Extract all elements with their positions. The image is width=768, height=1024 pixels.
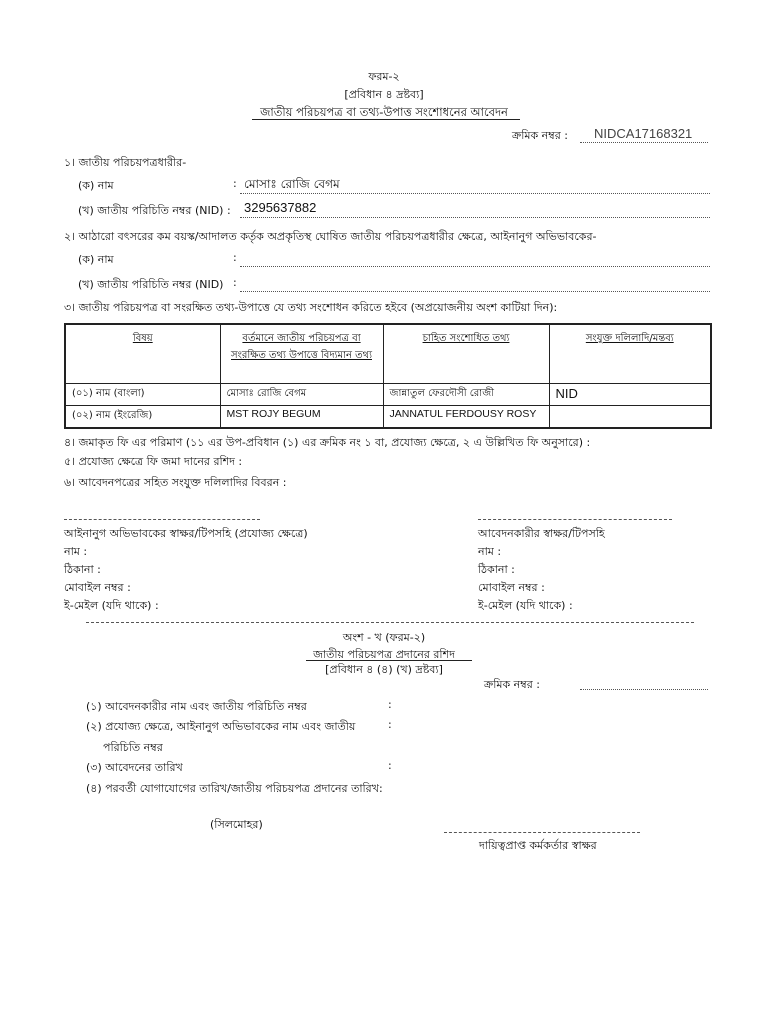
cell-documents[interactable]: NID — [549, 384, 711, 406]
applicant-email-entry: ই-মেইল (যদি থাকে) : — [478, 599, 573, 612]
guardian-name-label: (ক) নাম — [78, 253, 114, 266]
receipt-item-guardian-cont: পরিচিতি নম্বর — [103, 741, 163, 754]
cell-subject: (০২) নাম (ইংরেজি) — [65, 406, 220, 429]
guardian-name-entry: নাম : — [64, 545, 88, 558]
receipt-item-application-date-colon: : — [388, 759, 392, 772]
serial-label: ক্রমিক নম্বর : — [512, 129, 568, 142]
guardian-nid-colon: : — [233, 276, 237, 289]
receipt-item-guardian-colon: : — [388, 718, 392, 731]
part-b-serial-label: ক্রমিক নম্বর : — [484, 678, 540, 691]
guardian-nid-label: (খ) জাতীয় পরিচিতি নম্বর (NID) — [78, 278, 224, 291]
cell-requested[interactable]: জান্নাতুল ফেরদৌসী রোজী — [383, 384, 549, 406]
holder-name-colon: : — [233, 177, 237, 190]
section1-heading: ১। জাতীয় পরিচয়পত্রধারীর- — [64, 156, 187, 169]
applicant-signature-line[interactable] — [478, 519, 672, 520]
part-b-heading: অংশ - খ (ফরম-২) — [342, 631, 426, 644]
table-row — [65, 384, 711, 406]
receipt-item-applicant-colon: : — [388, 698, 392, 711]
column-header-requested: চাহিত সংশোধিত তথ্য — [383, 324, 549, 384]
holder-name-line — [240, 193, 710, 194]
guardian-email-entry: ই-মেইল (যদি থাকে) : — [64, 599, 159, 612]
officer-signature-label: দায়িত্বপ্রাপ্ত কর্মকর্তার স্বাক্ষর — [479, 839, 597, 852]
section4-fee-amount: ৪। জমাকৃত ফি এর পরিমাণ (১১ এর উপ-প্রবিধান (১) এর ক্রমিক নং ১ বা, প্রযোজ্য ক্ষেত্রে, ২ এ উল্লিখিত ফি অনুসারে) : — [64, 436, 591, 449]
guardian-mobile-entry: মোবাইল নম্বর : — [64, 581, 131, 594]
cell-current[interactable]: মোসাঃ রোজি বেগম — [220, 384, 383, 406]
applicant-mobile-entry: মোবাইল নম্বর : — [478, 581, 545, 594]
guardian-name-line[interactable] — [240, 266, 710, 267]
cell-documents[interactable] — [549, 406, 711, 429]
title-underline — [252, 119, 520, 120]
section2-heading: ২। আঠারো বৎসরের কম বয়স্ক/আদালত কর্তৃক অপ্রকৃতিস্থ ঘোষিত জাতীয় পরিচয়পত্রধারীর ক্ষেত্রে, আইনানুগ অভিভাবকের- — [64, 230, 597, 243]
cell-requested[interactable]: JANNATUL FERDOUSY ROSY — [383, 406, 549, 429]
serial-value: NIDCA17168321 — [594, 126, 693, 141]
correction-table — [64, 323, 712, 429]
guardian-name-colon: : — [233, 251, 237, 264]
cell-current[interactable]: MST ROJY BEGUM — [220, 406, 383, 429]
holder-nid-field[interactable]: 3295637882 — [244, 200, 317, 215]
applicant-signature-label: আবেদনকারীর স্বাক্ষর/টিপসহি — [478, 527, 605, 540]
holder-name-label: (ক) নাম — [78, 179, 114, 192]
part-b-title: জাতীয় পরিচয়পত্র প্রদানের রশিদ — [313, 648, 455, 661]
section6-attachments: ৬। আবেদনপত্রের সহিত সংযুক্ত দলিলাদির বিবরন : — [64, 476, 287, 489]
holder-name-field[interactable]: মোসাঃ রোজি বেগম — [244, 177, 340, 191]
guardian-signature-label: আইনানুগ অভিভাবকের স্বাক্ষর/টিপসহি (প্রযোজ্য ক্ষেত্রে) — [64, 527, 308, 540]
officer-signature-line[interactable] — [444, 832, 640, 833]
section5-fee-receipt: ৫। প্রযোজ্য ক্ষেত্রে ফি জমা দানের রশিদ : — [64, 455, 243, 468]
cut-line-divider — [86, 622, 694, 623]
receipt-item-guardian: (২) প্রযোজ্য ক্ষেত্রে, আইনানুগ অভিভাবকের নাম এবং জাতীয় — [86, 720, 356, 733]
rule-reference: [প্রবিধান ৪ দ্রষ্টব্য] — [344, 88, 424, 101]
holder-nid-label: (খ) জাতীয় পরিচিতি নম্বর (NID) : — [78, 204, 231, 217]
column-header-current: বর্তমানে জাতীয় পরিচয়পত্র বা সংরক্ষিত তথ্য উপাত্তে বিদ্যমান তথ্য — [220, 324, 383, 384]
guardian-nid-line[interactable] — [240, 291, 710, 292]
receipt-item-application-date: (৩) আবেদনের তারিখ — [86, 761, 183, 774]
receipt-item-next-contact: (৪) পরবর্তী যোগাযোগের তারিখ/জাতীয় পরিচয়পত্র প্রদানের তারিখ: — [86, 782, 383, 795]
column-header-documents: সংযুক্ত দলিলাদি/মন্তব্য — [549, 324, 711, 384]
applicant-address-entry: ঠিকানা : — [478, 563, 515, 576]
section3-heading: ৩। জাতীয় পরিচয়পত্র বা সংরক্ষিত তথ্য-উপাত্তে যে তথ্য সংশোধন করিতে হইবে (অপ্রয়োজনীয় অংশ কাটিয়া দিন): — [64, 301, 558, 314]
seal-label: (সিলমোহর) — [210, 818, 263, 831]
part-b-serial-line[interactable] — [580, 689, 708, 690]
receipt-item-applicant: (১) আবেদনকারীর নাম এবং জাতীয় পরিচিতি নম্বর — [86, 700, 307, 713]
guardian-signature-line[interactable] — [64, 519, 260, 520]
column-header-subject: বিষয় — [65, 324, 220, 384]
page-title: জাতীয় পরিচয়পত্র বা তথ্য-উপাত্ত সংশোধনের আবেদন — [260, 105, 508, 119]
guardian-address-entry: ঠিকানা : — [64, 563, 101, 576]
holder-nid-line — [240, 217, 710, 218]
serial-dotted-line — [580, 142, 708, 143]
form-name: ফরম-২ — [368, 70, 400, 83]
table-row — [65, 406, 711, 429]
applicant-name-entry: নাম : — [478, 545, 502, 558]
part-b-rule-reference: [প্রবিধান ৪ (৪) (খ) দ্রষ্টব্য] — [325, 663, 443, 676]
cell-subject: (০১) নাম (বাংলা) — [65, 384, 220, 406]
table-header-row — [65, 324, 711, 384]
